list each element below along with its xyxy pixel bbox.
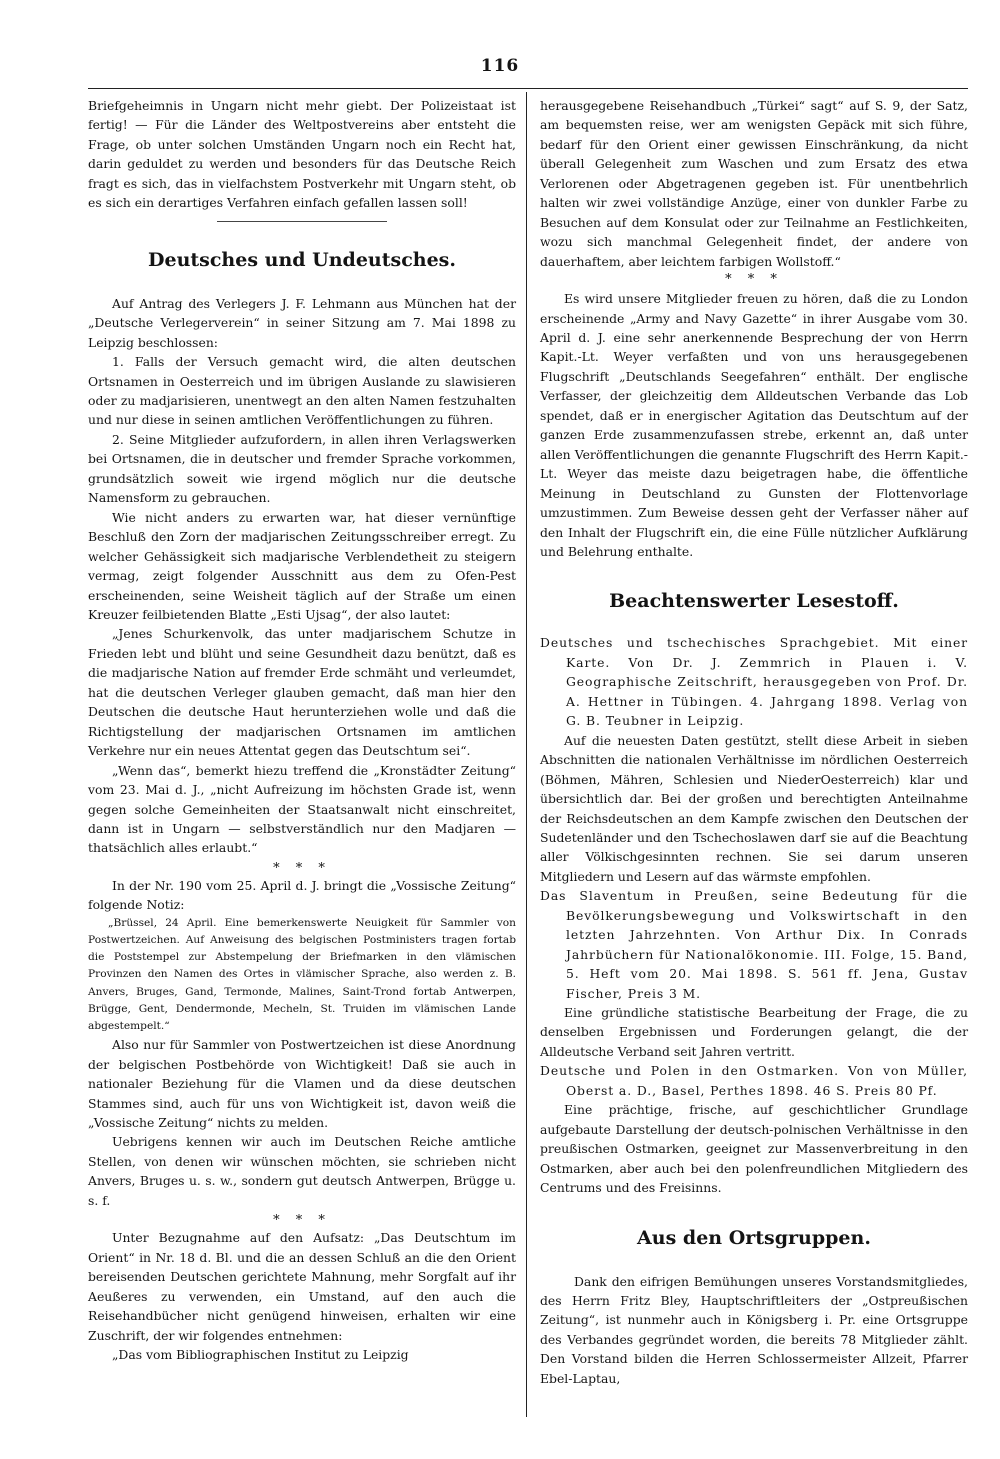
paragraph: Auf Antrag des Verlegers J. F. Lehmann aus München hat der „Deutsche Verlegerverein“ in seiner Sitzung am 7. Mai 1898 zu Leipzig beschlossen: [88, 295, 516, 350]
book-entry-text: Eine prächtige, frische, auf geschichtlicher Grundlage aufgebaute Darstellung der deutsch-polnischen Verhältnisse in den preußischen Ostmarken, geeignet zur Massenverbreitung in den Ostmarken, aber auch bei den polenfreundlichen Mitgliedern des Centrums und des Freisinns. [540, 1102, 968, 1196]
paragraph: Wie nicht anders zu erwarten war, hat dieser vernünftige Beschluß den Zorn der madjarischen Zeitungsschreiber erregt. Zu welcher Gehässigkeit sich madjarische Verblendetheit zu steigern vermag, zeigt folgender Ausschnitt aus dem zu Ofen-Pest erscheinenden, seine Weisheit täglich auf der Straße um einen Kreuzer feilbietenden Blatte „Esti Ujsag“, der also lautet: [88, 509, 516, 622]
paragraph: Es wird unsere Mitglieder freuen zu hören, daß die zu London erscheinende „Army and Navy Gazette“ in ihrer Ausgabe vom 30. April d. J. eine sehr anerkennende Besprechung der von Herrn Kapit.-Lt. Weyer verfaßten und von uns herausgegebenen Flugschrift „Deutschlands Seegefahren“ enthält. Der englische Verfasser, der gleichzeitig dem Alldeutschen Verbande das Lob spendet, daß er in energischer Agitation das Deutschtum auf der ganzen Erde zusammenzufassen strebe, erkennt an, daß unter allen Veröffentlichungen die genannte Flugschrift des Herrn Kapit.-Lt. Weyer das meiste dazu beigetragen habe, die öffentliche Meinung in Deutschland zu Gunsten der Flottenvorlage umzustimmen. Zum Beweise dessen geht der Verfasser näher auf den Inhalt der Flugschrift ein, die eine Fülle nützlicher Aufklärung und Belehrung enthalte. [540, 291, 968, 559]
paragraph: Unter Bezugnahme auf den Aufsatz: „Das Deutschtum im Orient“ in Nr. 18 d. Bl. und die an dessen Schluß an die den Orient bereisenden Deutschen gerichtete Mahnung, mehr Sorgfalt auf ihr Aeußeres zu verwenden, ein Umstand, auf den auch die Reisehandbücher nicht genügend hinweisen, erhalten wir eine Zuschrift, der wir folgendes entnehmen: [88, 1230, 516, 1343]
paragraph: „Wenn das“, bemerkt hiezu treffend die „Kronstädter Zeitung“ vom 23. Mai d. J., „nicht Aufreizung im höchsten Grade ist, wenn gegen solche Gemeinheiten der Staatsanwalt nicht einschreitet, dann ist in Ungarn — selbstverständlich nur den Madjaren — thatsächlich alles erlaubt.“ [88, 762, 516, 856]
book-entry-text: Auf die neuesten Daten gestützt, stellt diese Arbeit in sieben Abschnitten die nationalen Verhältnisse im nördlichen Oesterreich (Böhmen, Mähren, Schlesien und NiederOesterreich) klar und übersichtlich dar. Bei der großen und berechtigten Anteilnahme der Reichsdeutschen an dem Kampfe zwischen den Deutschen der Sudetenländer und den Tschechoslawen darf sie auf die Beachtung aller Völkischgesinnten rechnen. Sie sei darum unseren Mitgliedern und Lesern auf das wärmste empfohlen. [540, 732, 968, 884]
paragraph: herausgegebene Reisehandbuch „Türkei“ sagt“ auf S. 9, der Satz, am bequemsten reise, wer am wenigsten Gepäck mit sich führe, bedarf für den Orient einer gewissen Einschränkung, da nicht überall Gelegenheit zum Waschen und zum Ersatz des etwa Verlorenen oder Abgetragenen gegeben ist. Für unentbehrlich halten wir zwei vollständige Anzüge, einer von dunkler Farbe zu Besuchen auf dem Konsulat oder zur Teilnahme an Festlichkeiten, wozu sich manchmal Gelegenheit findet, der andere von dauerhaftem, aber leichtem farbigen Wollstoff.“ [540, 98, 968, 269]
paragraph: In der Nr. 190 vom 25. April d. J. bringt die „Vossische Zeitung“ folgende Notiz: [88, 877, 516, 913]
column-divider [526, 92, 527, 1417]
book-entry-title: Deutsche und Polen in den Ostmarken. Von von Müller, Oberst a. D., Basel, Perthes 1898. 46 S. Preis 80 Pf. [540, 1063, 968, 1098]
heading-underline [217, 221, 387, 222]
paragraph: 2. Seine Mitglieder aufzufordern, in allen ihren Verlagswerken bei Ortsnamen, die in deutscher und fremder Sprache vorkommen, grundsätzlich soweit wie irgend möglich nur die deutsche Namensform zu gebrauchen. [88, 431, 516, 506]
paragraph: 1. Falls der Versuch gemacht wird, die alten deutschen Ortsnamen in Oesterreich und im übrigen Auslande zu slawisieren oder zu madjarisieren, unentwegt an den alten Namen festzuhalten und nur diese in seinen amtlichen Veröffentlichungen zu führen. [88, 354, 516, 428]
separator-asterisks: * * * [725, 272, 783, 288]
section-heading: Beachtenswerter Lesestoff. [609, 590, 899, 613]
separator-asterisks: * * * [273, 860, 331, 876]
right-column [540, 96, 968, 1388]
page-number: 116 [480, 56, 520, 76]
quote-paragraph: „Jenes Schurkenvolk, das unter madjarischem Schutze in Frieden lebt und blüht und seine Gesundheit dazu benützt, daß es die madjarische Nation auf fremder Erde schmäht und verleumdet, hat die deutschen Verleger glauben gemacht, daß man hier den Deutschen die deutsche Haut herunterziehen wolle und daß die Richtigstellung der madjarischen Ortsnamen im amtlichen Verkehre nur ein neues Attentat gegen das Deutschtum sei“. [88, 626, 516, 759]
paragraph: Dank den eifrigen Bemühungen unseres Vorstandsmitgliedes, des Herrn Fritz Bley, Hauptschriftleiters der „Ostpreußischen Zeitung“, ist nunmehr auch in Königsberg i. Pr. eine Ortsgruppe des Verbandes gegründet worden, die bereits 78 Mitglieder zählt. Den Vorstand bilden die Herren Schlossermeister Allzeit, Pfarrer Ebel-Laptau, [540, 1273, 968, 1386]
section-heading: Deutsches und Undeutsches. [148, 248, 456, 271]
book-entry-text: Eine gründliche statistische Bearbeitung der Frage, die zu denselben Ergebnissen und Forderungen gelangt, die der Alldeutsche Verband seit Jahren vertritt. [540, 1005, 968, 1059]
header-rule [88, 88, 968, 89]
book-entry-title: Deutsches und tschechisches Sprachgebiet. Mit einer Karte. Von Dr. J. Zemmrich in Plauen i. V. Geographische Zeitschrift, herausgegeben von Prof. Dr. A. Hettner in Tübingen. 4. Jahrgang 1898. Verlag von G. B. Teubner in Leipzig. [540, 635, 968, 729]
section-heading: Aus den Ortsgruppen. [637, 1226, 871, 1249]
paragraph: Uebrigens kennen wir auch im Deutschen Reiche amtliche Stellen, von denen wir wünschen möchten, sie schrieben nicht Anvers, Bruges u. s. w., sondern gut deutsch Antwerpen, Brügge u. s. f. [88, 1134, 516, 1208]
book-entry-title: Das Slaventum in Preußen, seine Bedeutung für die Bevölkerungsbewegung und Volkswirtschaft in den letzten Jahrzehnten. Von Arthur Dix. In Conrads Jahrbüchern für Nationalökonomie. III. Folge, 15. Band, 5. Heft vom 20. Mai 1898. S. 561 ff. Jena, Gustav Fischer, Preis 3 M. [540, 888, 968, 1001]
paragraph: „Das vom Bibliographischen Institut zu Leipzig [112, 1346, 409, 1362]
small-print-quote: „Brüssel, 24 April. Eine bemerkenswerte Neuigkeit für Sammler von Postwertzeichen. Auf Anweisung des belgischen Postministers tragen fortab die Poststempel zur Abstempelung der Briefmarken in den vlämischen Provinzen den Namen des Ortes in vlämischer Sprache, also werden z. B. Anvers, Bruges, Gand, Termonde, Malines, Saint-Trond fortab Antwerpen, Brügge, Gent, Dendermonde, Mecheln, St. Truiden im vlämischen Lande abgestempelt.“ [88, 916, 516, 1032]
paragraph: Briefgeheimnis in Ungarn nicht mehr giebt. Der Polizeistaat ist fertig! — Für die Länder des Weltpostvereins aber entsteht die Frage, ob unter solchen Umständen Ungarn noch ein Recht hat, darin geduldet zu werden und besonders für das Deutsche Reich fragt es sich, das in vielfachstem Postverkehr mit Ungarn steht, ob es sich ein derartiges Verfahren einfach gefallen lassen soll! [88, 98, 516, 211]
left-column [88, 96, 516, 1364]
paragraph: Also nur für Sammler von Postwertzeichen ist diese Anordnung der belgischen Postbehörde von Wichtigkeit! Daß sie auch in nationaler Beziehung für die Vlamen und da diese deutschen Stammes sind, auch für uns von Wichtigkeit ist, davon weiß die „Vossische Zeitung“ nichts zu melden. [88, 1037, 516, 1130]
separator-asterisks: * * * [273, 1213, 331, 1229]
